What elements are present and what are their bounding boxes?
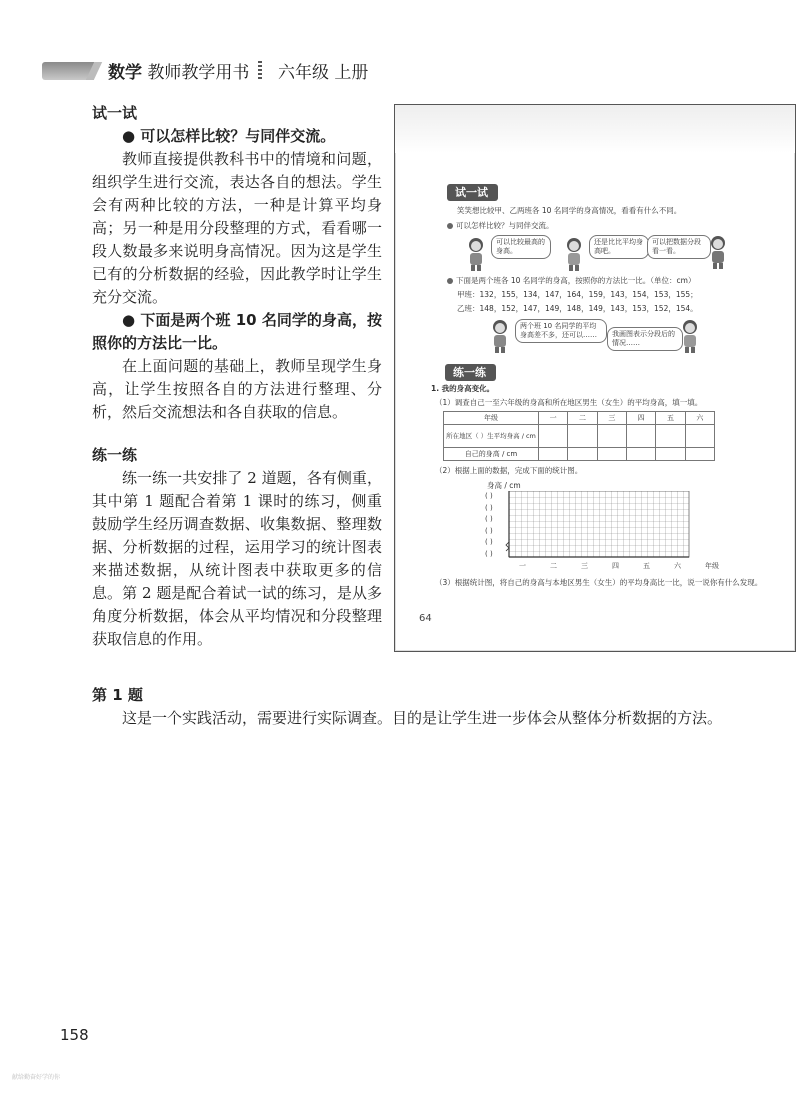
exercise-1-part-2: （2）根据上面的数据，完成下面的统计图。 xyxy=(435,466,583,475)
exercise-1-title: 1. 我的身高变化。 xyxy=(431,384,495,393)
table-header: 四 xyxy=(626,412,655,425)
exercise-1-part-3: （3）根据统计图，将自己的身高与本地区男生（女生）的平均身高比一比，说一说你有什么发现。 xyxy=(435,578,763,587)
student-figure-icon xyxy=(707,235,729,269)
speech-bubble-3: 可以把数据分段看一看。 xyxy=(647,235,711,259)
blank-grid-chart xyxy=(503,491,691,563)
speech-bubble-1: 可以比较最高的身高。 xyxy=(491,235,551,259)
x-tick-label: 四 xyxy=(612,562,619,570)
textbook-page-top-shade xyxy=(395,105,795,153)
chart-y-label: 身高 / cm xyxy=(487,481,521,490)
paragraph-2: 在上面问题的基础上，教师呈现学生身高，让学生按照各自的方法进行整理、分析，然后交流想法和各自获取的信息。 xyxy=(92,357,382,421)
table-header-row xyxy=(444,412,715,425)
question-1-title: 第 1 题 xyxy=(92,686,143,704)
student-figure-icon xyxy=(465,237,487,271)
table-row xyxy=(444,425,715,448)
table-row xyxy=(444,448,715,461)
question-1-paragraph: 这是一个实践活动，需要进行实际调查。目的是让学生进一步体会从整体分析数据的方法。 xyxy=(122,709,723,727)
textbook-page-number: 64 xyxy=(419,613,432,624)
paragraph-3: 练一练一共安排了 2 道题，各有侧重，其中第 1 题配合着第 1 课时的练习，侧重鼓励学生经历调查数据、收集数据、整理数据、分析数据的过程，运用学习的统计图表来描述数据，从统计图表中获取更多的信息。第 2 题是配合着试一试的练习，是从多角度分析数据，体会从平均情况和分段整理获取信息的作用。 xyxy=(92,469,382,648)
x-tick-label: 一 xyxy=(519,562,526,570)
bullet-dot-icon xyxy=(447,223,453,229)
x-axis-unit: 年级 xyxy=(705,562,719,570)
student-figure-icon xyxy=(489,319,511,353)
textbook-page-figure xyxy=(394,104,796,652)
x-tick-label: 二 xyxy=(550,562,557,570)
bullet-dot-icon xyxy=(447,278,453,284)
practice-tag: 练一练 xyxy=(445,361,496,380)
table-header: 二 xyxy=(568,412,597,425)
student-figure-icon xyxy=(563,237,585,271)
table-header: 年级 xyxy=(444,412,539,425)
row-label-regional-average: 所在地区（ ）生平均身高 / cm xyxy=(444,425,539,448)
x-tick-label: 六 xyxy=(674,562,681,570)
header-separator xyxy=(258,61,262,81)
x-tick-label: 三 xyxy=(581,562,588,570)
header-title: 数学 教师教学用书 xyxy=(108,63,250,83)
speech-bubble-2: 还是比比平均身高吧。 xyxy=(589,235,649,259)
student-figure-icon xyxy=(679,319,701,353)
height-table xyxy=(443,411,715,461)
class-yi-heights: 乙班：148，152，147，149，148，149，143，153，152，154。 xyxy=(457,304,698,313)
bullet-heights: ● 下面是两个班 10 名同学的身高，按照你的方法比一比。 xyxy=(92,311,382,352)
try-tag: 试一试 xyxy=(447,181,498,200)
section-title-practice: 练一练 xyxy=(92,446,138,464)
table-header: 五 xyxy=(656,412,685,425)
page-number: 158 xyxy=(60,1026,89,1044)
chart-x-labels xyxy=(519,561,719,571)
table-header: 三 xyxy=(597,412,626,425)
speech-bubble-4: 两个班 10 名同学的平均身高差不多，还可以…… xyxy=(515,319,607,343)
table-header: 一 xyxy=(539,412,568,425)
left-column xyxy=(92,102,382,651)
watermark: 献给勤奋好学的你 xyxy=(12,1074,61,1081)
table-header: 六 xyxy=(685,412,714,425)
bottom-section xyxy=(92,684,732,730)
section-title-try: 试一试 xyxy=(92,104,138,122)
row-label-own-height: 自己的身高 / cm xyxy=(444,448,539,461)
header-grade: 六年级 上册 xyxy=(278,63,369,83)
class-jia-heights: 甲班：132，155，134，147，164，159，143，154，153，155； xyxy=(457,290,698,299)
speech-bubble-5: 我画图表示分段后的情况…… xyxy=(607,327,683,351)
try-intro: 笑笑想比较甲、乙两班各 10 名同学的身高情况，看看有什么不同。 xyxy=(457,206,682,215)
chart-y-blanks: ( ) ( ) ( ) ( ) ( ) ( ) xyxy=(485,492,493,558)
try-question-1: 可以怎样比较？与同伴交流。 xyxy=(447,220,777,231)
paragraph-1: 教师直接提供教科书中的情境和问题，组织学生进行交流，表达各自的想法。学生会有两种比较的方法，一种是计算平均身高；另一种是用分段整理的方式，看看哪一段人数最多来说明身高情况。因为这是学生已有的分析数据的经验，因此教学时让学生充分交流。 xyxy=(92,150,382,306)
bullet-compare: ● 可以怎样比较？与同伴交流。 xyxy=(122,127,336,145)
exercise-1-part-1: （1）调查自己一至六年级的身高和所在地区男生（女生）的平均身高，填一填。 xyxy=(435,398,703,407)
x-tick-label: 五 xyxy=(643,562,650,570)
try-question-2: 下面是两个班各 10 名同学的身高，按照你的方法比一比。（单位：cm） xyxy=(447,275,787,286)
